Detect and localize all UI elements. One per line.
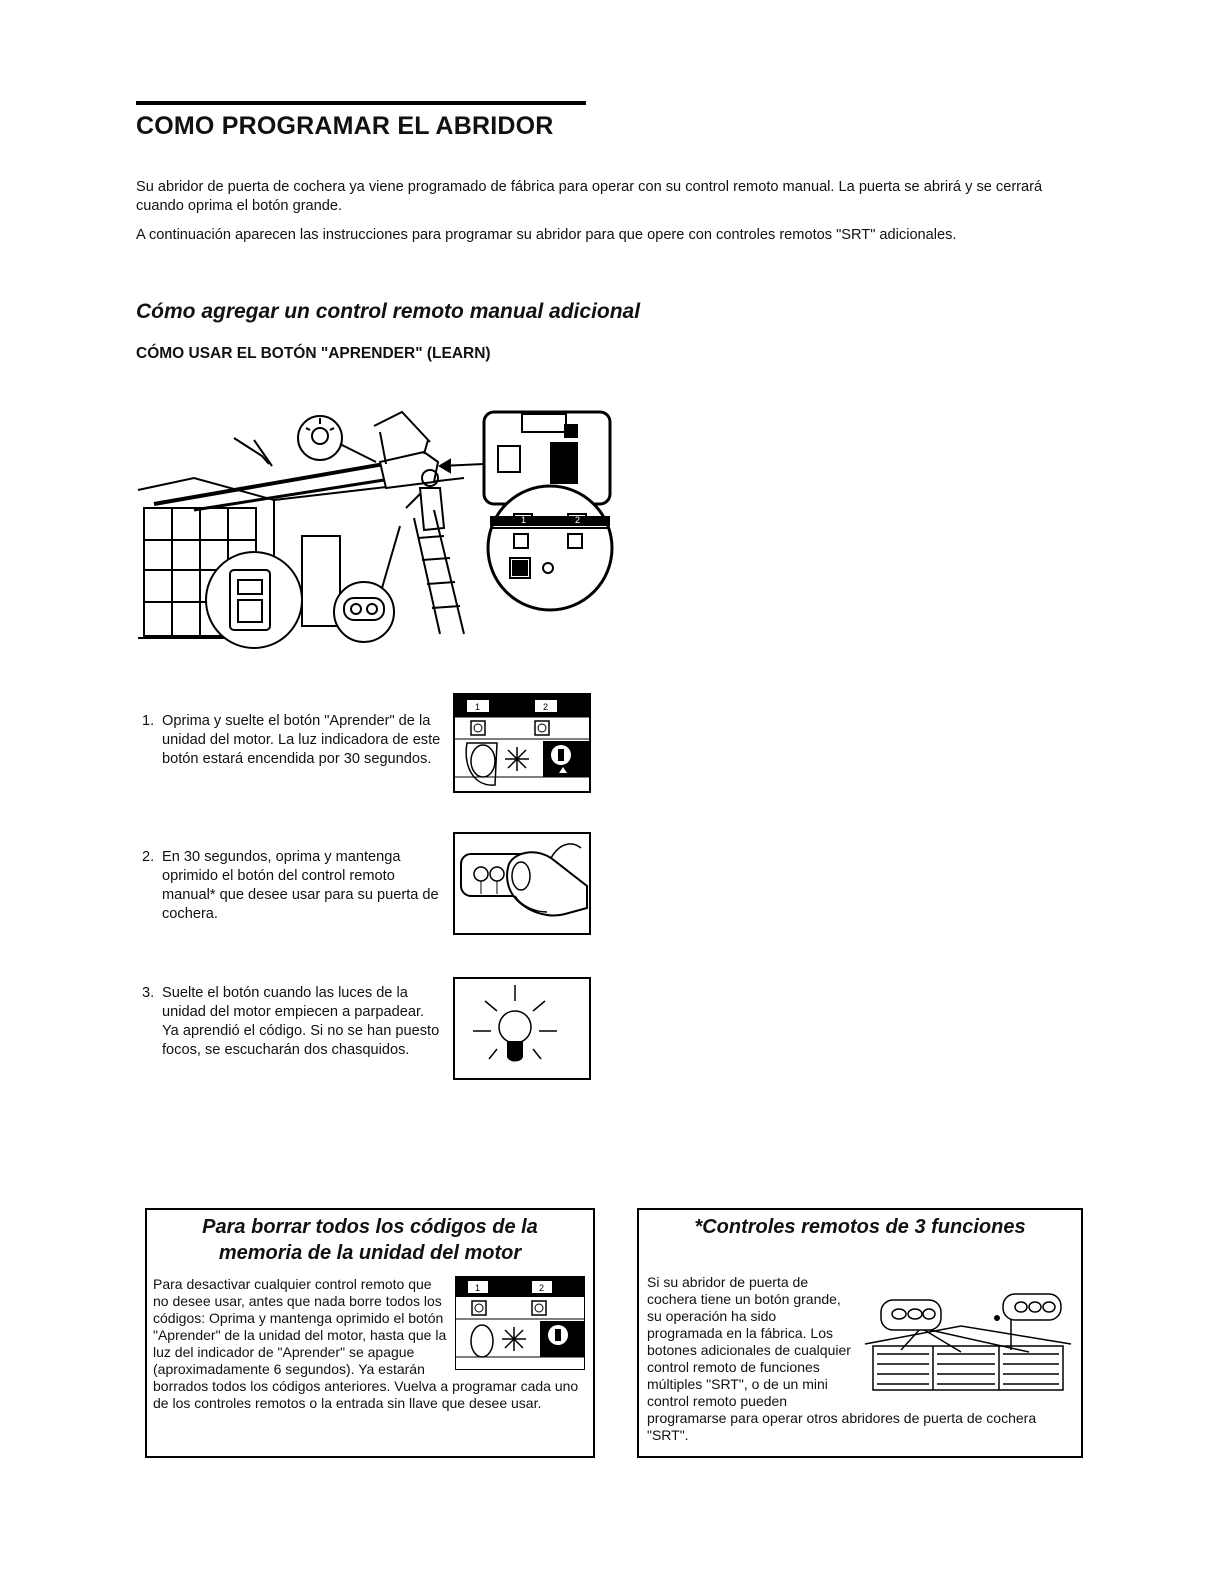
remote-box-title: *Controles remotos de 3 funciones (694, 1216, 1026, 1238)
step-3 (142, 984, 442, 1060)
learn-button-figure (453, 693, 591, 793)
step-number: 3. (142, 985, 155, 1001)
remote-box-text: Si su abridor de puerta de cochera tiene un botón grande, su operación ha sido programada en la fábrica. Los botones adicionales de cualquier control remoto de funciones múltiples "SRT", o de un mini control remoto pueden programarse para operar otros abridores de puerta de cochera "SRT". (647, 1274, 1037, 1443)
learn-button-figure (455, 1276, 585, 1370)
step-text: Suelte el botón cuando las luces de la unidad del motor empiecen a parpadear. Ya aprendió el código. Si no se han puesto focos, se escucharán dos chasquidos. (162, 985, 440, 1058)
step-text: En 30 segundos, oprima y mantenga oprimido el botón del control remoto manual* que desee usar para su puerta de cochera. (162, 849, 439, 922)
step-number: 1. (142, 713, 155, 729)
garages-remotes-figure (861, 1288, 1075, 1392)
section-title: Cómo agregar un control remoto manual adicional (136, 300, 641, 323)
step-text: Oprima y suelte el botón "Aprender" de la unidad del motor. La luz indicadora de este botón estará encendida por 30 segundos. (162, 713, 441, 767)
light-bulb-figure (453, 977, 591, 1080)
step-1 (142, 712, 442, 769)
step-2 (142, 848, 442, 924)
panel-label-2: 2 (575, 515, 581, 525)
title-rule (136, 101, 586, 105)
erase-box-title: Para borrar todos los códigos de la memoria de la unidad del motor (202, 1216, 538, 1264)
step-number: 2. (142, 849, 155, 865)
erase-box-text: Para desactivar cualquier control remoto que no desee usar, antes que nada borre todos los códigos: Oprima y mantenga oprimido el botón "Aprender" de la unidad del motor, hasta que la luz del indicador de "Aprender" se apague (aproximadamente 6 segundos). Ya estarán borrados todos los códigos anteriores. Vuelva a programar cada uno de los controles remotos o la entrada sin llave que desee usar. (153, 1276, 579, 1411)
remote-box-text-container (647, 1274, 1077, 1444)
panel-label-1: 1 (521, 515, 527, 525)
garage-illustration (134, 398, 620, 654)
page-title: COMO PROGRAMAR EL ABRIDOR (136, 112, 554, 140)
erase-codes-box (145, 1208, 595, 1458)
panel-label-1: 1 (475, 1283, 481, 1293)
remote-3-function-box (637, 1208, 1083, 1458)
intro-paragraph-2: A continuación aparecen las instrucciones para programar su abridor para que opere con controles remotos "SRT" adicionales. (136, 227, 957, 243)
intro-paragraph-1: Su abridor de puerta de cochera ya viene programado de fábrica para operar con su control remoto manual. La puerta se abrirá y se cerrará cuando oprima el botón grande. (136, 179, 1043, 214)
remote-hand-figure (453, 832, 591, 935)
panel-label-1: 1 (475, 702, 481, 712)
panel-label-2: 2 (543, 702, 549, 712)
erase-box-text-container (153, 1276, 585, 1412)
panel-label-2: 2 (539, 1283, 545, 1293)
subheading: CÓMO USAR EL BOTÓN "APRENDER" (LEARN) (136, 345, 491, 362)
